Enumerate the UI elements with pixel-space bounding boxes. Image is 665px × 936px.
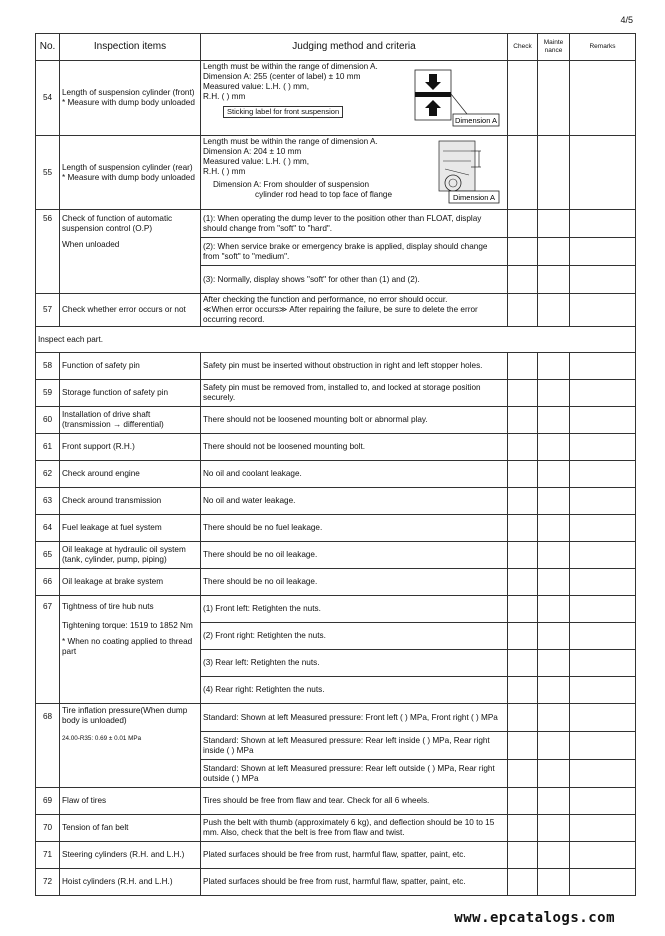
check-cell[interactable] (508, 623, 538, 650)
inspection-item: Length of suspension cylinder (rear) * Measure with dump body unloaded (60, 136, 201, 210)
table-row (36, 815, 636, 842)
criteria-cell: Safety pin must be inserted without obstruction in right and left stopper holes. (201, 353, 508, 380)
criteria-cell: (2) Front right: Retighten the nuts. (201, 623, 508, 650)
criteria-cell: (3): Normally, display shows "soft" for other than (1) and (2). (201, 266, 508, 294)
remarks-cell[interactable] (570, 515, 636, 542)
row-number: 55 (36, 136, 60, 210)
remarks-cell[interactable] (570, 596, 636, 623)
remarks-cell[interactable] (570, 704, 636, 732)
suspension-rear-diagram (409, 139, 501, 205)
remarks-cell[interactable] (570, 842, 636, 869)
criteria-cell: (1) Front left: Retighten the nuts. (201, 596, 508, 623)
remarks-cell[interactable] (570, 488, 636, 515)
table-row (36, 542, 636, 569)
check-cell[interactable] (508, 380, 538, 407)
check-cell[interactable] (508, 353, 538, 380)
inspection-item: Tension of fan belt (60, 815, 201, 842)
tire-pressure-standard: 24.00-R35: 0.69 ± 0.01 MPa (62, 735, 142, 742)
row-number: 60 (36, 407, 60, 434)
maintenance-cell[interactable] (538, 650, 570, 677)
remarks-cell[interactable] (570, 210, 636, 238)
inspection-item-note: When unloaded (62, 240, 120, 249)
maintenance-cell[interactable] (538, 434, 570, 461)
check-cell[interactable] (508, 488, 538, 515)
inspection-item: Steering cylinders (R.H. and L.H.) (60, 842, 201, 869)
remarks-cell[interactable] (570, 788, 636, 815)
check-cell[interactable] (508, 542, 538, 569)
section-heading: Inspect each part. (36, 327, 636, 353)
check-cell[interactable] (508, 294, 538, 327)
maintenance-cell[interactable] (538, 210, 570, 238)
row-number: 56 (36, 210, 60, 294)
check-cell[interactable] (508, 704, 538, 732)
criteria-cell: Tires should be free from flaw and tear. Check for all 6 wheels. (201, 788, 508, 815)
check-cell[interactable] (508, 407, 538, 434)
check-cell[interactable] (508, 569, 538, 596)
header-check: Check (508, 34, 538, 61)
maintenance-cell[interactable] (538, 488, 570, 515)
criteria-line: ≪When error occurs≫ After repairing the failure, be sure to delete the error occurring record. (203, 305, 478, 324)
criteria-cell: Plated surfaces should be free from rust, harmful flaw, spatter, paint, etc. (201, 869, 508, 896)
coating-note: * When no coating applied to thread part (62, 637, 193, 656)
criteria-cell: There should be no oil leakage. (201, 542, 508, 569)
remarks-cell[interactable] (570, 760, 636, 788)
maintenance-cell[interactable] (538, 353, 570, 380)
row-number: 59 (36, 380, 60, 407)
section-row (36, 327, 636, 353)
maintenance-cell[interactable] (538, 61, 570, 136)
criteria-line: Dimension A: 204 ± 10 mm (203, 147, 302, 156)
remarks-cell[interactable] (570, 569, 636, 596)
check-cell[interactable] (508, 266, 538, 294)
row-number: 58 (36, 353, 60, 380)
table-row (36, 136, 636, 210)
header-no: No. (36, 34, 60, 61)
remarks-cell[interactable] (570, 815, 636, 842)
check-cell[interactable] (508, 869, 538, 896)
maintenance-cell[interactable] (538, 542, 570, 569)
criteria-cell: Safety pin must be removed from, installed to, and locked at storage position securely. (201, 380, 508, 407)
remarks-cell[interactable] (570, 623, 636, 650)
table-row (36, 461, 636, 488)
maintenance-cell[interactable] (538, 266, 570, 294)
maintenance-cell[interactable] (538, 623, 570, 650)
table-row (36, 434, 636, 461)
inspection-item: Flaw of tires (60, 788, 201, 815)
maintenance-cell[interactable] (538, 596, 570, 623)
criteria-line: Measured value: L.H. ( ) mm, (203, 82, 310, 91)
table-row (36, 596, 636, 623)
criteria-cell (201, 294, 508, 327)
criteria-cell: No oil and coolant leakage. (201, 461, 508, 488)
inspection-item: Fuel leakage at fuel system (60, 515, 201, 542)
table-row (36, 294, 636, 327)
check-cell[interactable] (508, 815, 538, 842)
row-number: 69 (36, 788, 60, 815)
criteria-line: R.H. ( ) mm (203, 167, 246, 176)
maintenance-cell[interactable] (538, 732, 570, 760)
row-number: 64 (36, 515, 60, 542)
remarks-cell[interactable] (570, 407, 636, 434)
row-number: 66 (36, 569, 60, 596)
check-cell[interactable] (508, 788, 538, 815)
table-row (36, 488, 636, 515)
criteria-cell: There should not be loosened mounting bolt. (201, 434, 508, 461)
row-number: 67 (36, 596, 60, 704)
table-row (36, 380, 636, 407)
maintenance-cell[interactable] (538, 842, 570, 869)
remarks-cell[interactable] (570, 61, 636, 136)
header-maintenance: Mainte nance (538, 34, 570, 61)
check-cell[interactable] (508, 238, 538, 266)
criteria-line: R.H. ( ) mm (203, 92, 246, 101)
maintenance-cell[interactable] (538, 569, 570, 596)
inspection-item-title: Tightness of tire hub nuts (62, 602, 154, 611)
remarks-cell[interactable] (570, 677, 636, 704)
inspection-item: Check around transmission (60, 488, 201, 515)
criteria-cell: There should be no fuel leakage. (201, 515, 508, 542)
table-row (36, 61, 636, 136)
criteria-line: cylinder rod head to top face of flange (255, 190, 393, 199)
inspection-item: Hoist cylinders (R.H. and L.H.) (60, 869, 201, 896)
maintenance-cell[interactable] (538, 760, 570, 788)
check-cell[interactable] (508, 842, 538, 869)
maintenance-cell[interactable] (538, 788, 570, 815)
table-row (36, 842, 636, 869)
criteria-cell: There should be no oil leakage. (201, 569, 508, 596)
inspection-item (60, 704, 201, 788)
row-number: 57 (36, 294, 60, 327)
header-judging: Judging method and criteria (201, 34, 508, 61)
maintenance-cell[interactable] (538, 869, 570, 896)
row-number: 61 (36, 434, 60, 461)
inspection-item-title: Tire inflation pressure(When dump body is unloaded) (62, 706, 188, 725)
remarks-cell[interactable] (570, 136, 636, 210)
dimension-a-label: Dimension A (454, 116, 498, 125)
header-remarks: Remarks (570, 34, 636, 61)
maintenance-cell[interactable] (538, 515, 570, 542)
maintenance-cell[interactable] (538, 294, 570, 327)
header-inspection-items: Inspection items (60, 34, 201, 61)
check-cell[interactable] (508, 596, 538, 623)
inspection-item: Installation of drive shaft (transmission → differential) (60, 407, 201, 434)
inspection-item: Function of safety pin (60, 353, 201, 380)
maintenance-cell[interactable] (538, 380, 570, 407)
table-row (36, 407, 636, 434)
table-row (36, 569, 636, 596)
remarks-cell[interactable] (570, 434, 636, 461)
row-number: 68 (36, 704, 60, 788)
criteria-cell: Standard: Shown at left Measured pressure: Rear left outside ( ) MPa, Rear right outside ( ) MPa (201, 760, 508, 788)
row-number: 63 (36, 488, 60, 515)
check-cell[interactable] (508, 210, 538, 238)
criteria-cell (201, 61, 508, 136)
inspection-item: Oil leakage at brake system (60, 569, 201, 596)
check-cell[interactable] (508, 760, 538, 788)
inspection-table (35, 33, 636, 896)
criteria-cell: (2): When service brake or emergency brake is applied, display should change from "soft" to "medium". (201, 238, 508, 266)
row-number: 62 (36, 461, 60, 488)
criteria-cell: There should not be loosened mounting bolt or abnormal play. (201, 407, 508, 434)
dimension-a-label: Dimension A (452, 193, 496, 202)
check-cell[interactable] (508, 677, 538, 704)
table-row (36, 515, 636, 542)
page-number: 4/5 (620, 15, 633, 25)
criteria-cell: Plated surfaces should be free from rust, harmful flaw, spatter, paint, etc. (201, 842, 508, 869)
check-cell[interactable] (508, 434, 538, 461)
inspection-item: Oil leakage at hydraulic oil system (tank, cylinder, pump, piping) (60, 542, 201, 569)
criteria-line: Dimension A: 255 (center of label) ± 10 mm (203, 72, 361, 81)
inspection-item: Check whether error occurs or not (60, 294, 201, 327)
inspection-item-title: Check of function of automatic suspension control (O.P) (62, 214, 173, 233)
maintenance-cell[interactable] (538, 704, 570, 732)
maintenance-cell[interactable] (538, 238, 570, 266)
row-number: 71 (36, 842, 60, 869)
criteria-cell: Standard: Shown at left Measured pressure: Rear left inside ( ) MPa, Rear right inside ( ) MPa (201, 732, 508, 760)
remarks-cell[interactable] (570, 732, 636, 760)
table-row (36, 869, 636, 896)
inspection-item: Length of suspension cylinder (front) * Measure with dump body unloaded (60, 61, 201, 136)
criteria-cell (201, 136, 508, 210)
remarks-cell[interactable] (570, 266, 636, 294)
remarks-cell[interactable] (570, 650, 636, 677)
remarks-cell[interactable] (570, 294, 636, 327)
criteria-cell: No oil and water leakage. (201, 488, 508, 515)
check-cell[interactable] (508, 461, 538, 488)
tightening-torque-note: Tightening torque: 1519 to 1852 Nm (62, 621, 193, 630)
table-row (36, 210, 636, 238)
row-number: 65 (36, 542, 60, 569)
check-cell[interactable] (508, 61, 538, 136)
remarks-cell[interactable] (570, 238, 636, 266)
remarks-cell[interactable] (570, 869, 636, 896)
check-cell[interactable] (508, 732, 538, 760)
maintenance-cell[interactable] (538, 815, 570, 842)
watermark: www.epcatalogs.com (454, 910, 615, 926)
criteria-line: After checking the function and performance, no error should occur. (203, 295, 448, 304)
row-number: 54 (36, 61, 60, 136)
criteria-cell: (3) Rear left: Retighten the nuts. (201, 650, 508, 677)
table-row (36, 353, 636, 380)
check-cell[interactable] (508, 136, 538, 210)
inspection-item: Check around engine (60, 461, 201, 488)
criteria-line: Length must be within the range of dimension A. (203, 62, 378, 71)
row-number: 70 (36, 815, 60, 842)
row-number: 72 (36, 869, 60, 896)
criteria-cell: (4) Rear right: Retighten the nuts. (201, 677, 508, 704)
check-cell[interactable] (508, 515, 538, 542)
table-row (36, 788, 636, 815)
inspection-item: Storage function of safety pin (60, 380, 201, 407)
criteria-cell: (1): When operating the dump lever to the position other than FLOAT, display should change from "soft" to "hard". (201, 210, 508, 238)
inspection-item (60, 596, 201, 704)
maintenance-cell[interactable] (538, 407, 570, 434)
inspection-item (60, 210, 201, 294)
header-row (36, 34, 636, 61)
maintenance-cell[interactable] (538, 677, 570, 704)
remarks-cell[interactable] (570, 542, 636, 569)
inspection-item: Front support (R.H.) (60, 434, 201, 461)
check-cell[interactable] (508, 650, 538, 677)
criteria-cell: Push the belt with thumb (approximately 6 kg), and deflection should be 10 to 15 mm. Also, check that the belt is free from flaw and twist. (201, 815, 508, 842)
table-row (36, 704, 636, 732)
remarks-cell[interactable] (570, 353, 636, 380)
criteria-line: Dimension A: From shoulder of suspension (213, 180, 370, 189)
criteria-line: Length must be within the range of dimension A. (203, 137, 378, 146)
sticking-label-caption: Sticking label for front suspension (223, 106, 343, 118)
maintenance-cell[interactable] (538, 136, 570, 210)
remarks-cell[interactable] (570, 461, 636, 488)
criteria-line: Measured value: L.H. ( ) mm, (203, 157, 310, 166)
remarks-cell[interactable] (570, 380, 636, 407)
criteria-cell: Standard: Shown at left Measured pressure: Front left ( ) MPa, Front right ( ) MPa (201, 704, 508, 732)
suspension-front-diagram (409, 64, 501, 130)
maintenance-cell[interactable] (538, 461, 570, 488)
